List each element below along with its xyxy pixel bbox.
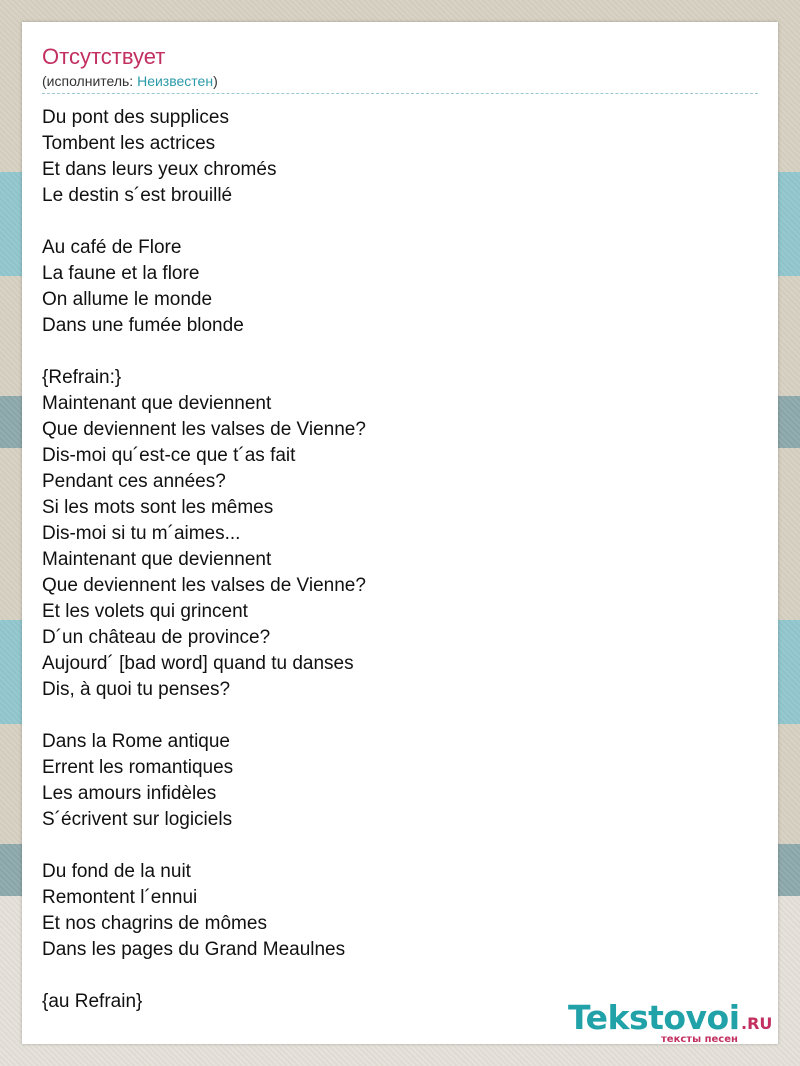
lyric-line: [42, 833, 742, 859]
lyric-line: Maintenant que deviennent: [42, 549, 272, 570]
lyric-line: Et les volets qui grincent: [42, 601, 248, 622]
lyric-line: [42, 963, 742, 989]
lyric-line: Tombent les actrices: [42, 133, 216, 154]
lyric-line: La faune et la flore: [42, 263, 200, 284]
lyric-line: Le destin s´est brouillé: [42, 185, 233, 206]
lyric-line: Remontent l´ennui: [42, 887, 198, 908]
lyric-line: Dis-moi qu´est-ce que t´as fait: [42, 445, 296, 466]
lyric-line: [42, 339, 742, 365]
lyric-line: Que deviennent les valses de Vienne?: [42, 575, 366, 596]
lyric-line: Errent les romantiques: [42, 757, 234, 778]
artist-suffix: ): [213, 73, 218, 89]
lyric-line: Et nos chagrins de mômes: [42, 913, 267, 934]
logo-tld: .RU: [741, 1014, 773, 1033]
logo-wordmark: Tekstovoi: [568, 998, 740, 1037]
site-logo[interactable]: [568, 998, 778, 1048]
lyric-line: [42, 703, 742, 729]
lyric-line: Dans la Rome antique: [42, 731, 230, 752]
logo-tagline: тексты песен: [661, 1034, 738, 1045]
artist-prefix: (исполнитель:: [42, 73, 138, 89]
lyric-line: Dans les pages du Grand Meaulnes: [42, 939, 346, 960]
lyric-line: Pendant ces années?: [42, 471, 226, 492]
lyric-line: Dans une fumée blonde: [42, 315, 244, 336]
lyric-line: Que deviennent les valses de Vienne?: [42, 419, 366, 440]
lyrics-text: [42, 105, 742, 1015]
artist-line: [42, 73, 218, 89]
song-title: Отсутствует: [42, 44, 166, 69]
lyric-line: Si les mots sont les mêmes: [42, 497, 274, 518]
lyric-line: Maintenant que deviennent: [42, 393, 272, 414]
lyric-line: S´écrivent sur logiciels: [42, 809, 233, 830]
lyric-line: Dis, à quoi tu penses?: [42, 679, 231, 700]
lyric-line: {au Refrain}: [42, 991, 143, 1012]
lyric-line: {Refrain:}: [42, 367, 122, 388]
lyric-line: D´un château de province?: [42, 627, 271, 648]
lyric-line: Et dans leurs yeux chromés: [42, 159, 277, 180]
lyric-line: Dis-moi si tu m´aimes...: [42, 523, 241, 544]
lyric-line: On allume le monde: [42, 289, 213, 310]
lyric-line: Du pont des supplices: [42, 107, 229, 128]
artist-link[interactable]: Неизвестен: [137, 73, 214, 89]
lyrics-card: [22, 22, 778, 1044]
lyric-line: [42, 209, 742, 235]
lyric-line: Aujourd´ [bad word] quand tu danses: [42, 653, 354, 674]
lyric-line: Au café de Flore: [42, 237, 182, 258]
lyric-line: Les amours infidèles: [42, 783, 217, 804]
divider: [42, 93, 758, 94]
lyric-line: Du fond de la nuit: [42, 861, 191, 882]
